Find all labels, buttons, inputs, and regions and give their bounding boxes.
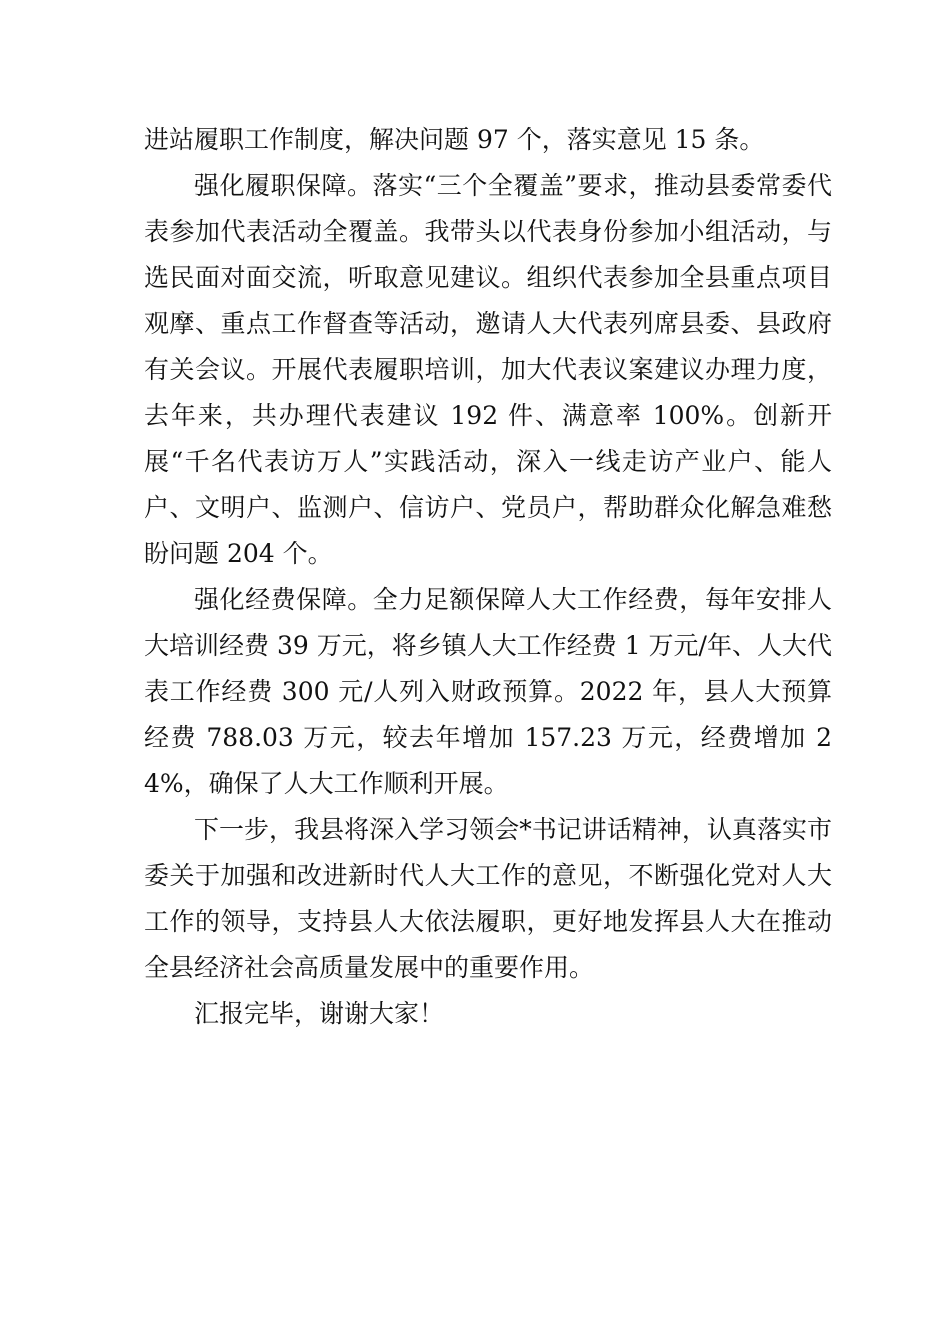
paragraph-next-steps: 下一步，我县将深入学习领会*书记讲话精神，认真落实市委关于加强和改进新时代人大工作的意见，不断强化党对人大工作的领导，支持县人大依法履职，更好地发挥县人大在推动全县经济社会高质量发展中的重要作用。 bbox=[144, 815, 832, 982]
paragraph-funding-guarantee: 强化经费保障。全力足额保障人大工作经费，每年安排人大培训经费 39 万元，将乡镇人大工作经费 1 万元/年、人大代表工作经费 300 元/人列入财政预算。2022 年，县人大预算经费 788.03 万元，较去年增加 157.23 万元，经费增加 24%，确保了人大工作顺利开展。 bbox=[144, 585, 832, 798]
paragraph-continuation: 进站履职工作制度，解决问题 97 个，落实意见 15 条。 bbox=[144, 125, 765, 154]
paragraph-closing: 汇报完毕，谢谢大家！ bbox=[194, 999, 445, 1028]
document-body bbox=[144, 117, 832, 1037]
paragraph-duty-guarantee: 强化履职保障。落实“三个全覆盖”要求，推动县委常委代表参加代表活动全覆盖。我带头以代表身份参加小组活动，与选民面对面交流，听取意见建议。组织代表参加全县重点项目观摩、重点工作督查等活动，邀请人大代表列席县委、县政府有关会议。开展代表履职培训，加大代表议案建议办理力度，去年来，共办理代表建议 192 件、满意率 100%。创新开展“千名代表访万人”实践活动，深入一线走访产业户、能人户、文明户、监测户、信访户、党员户，帮助群众化解急难愁盼问题 204 个。 bbox=[144, 171, 832, 568]
